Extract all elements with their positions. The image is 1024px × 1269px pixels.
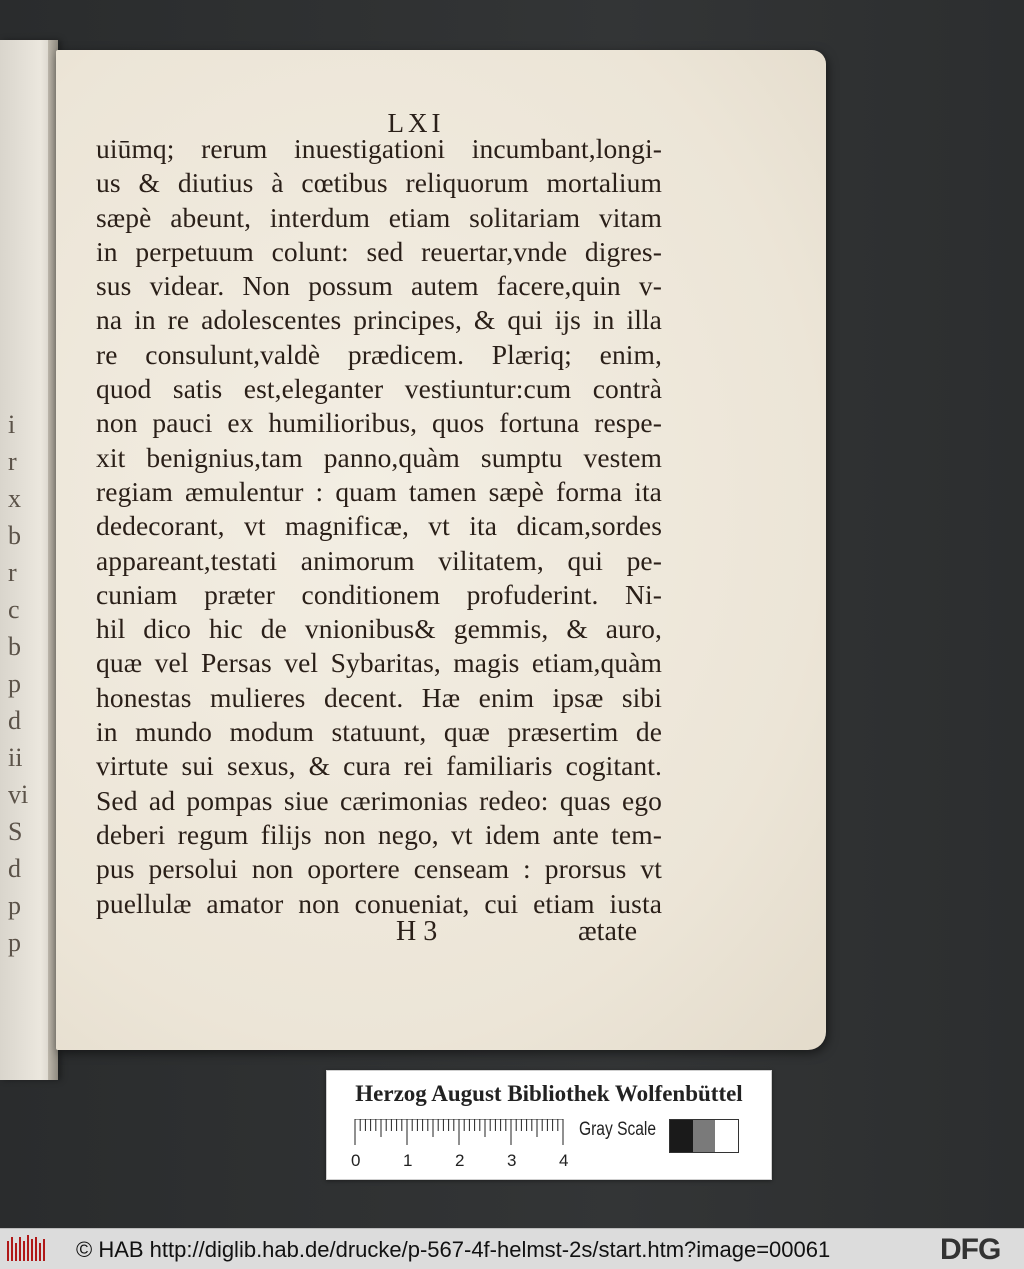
text-line: honestas mulieres decent. Hæ enim ipsæ sibi	[96, 681, 662, 713]
text-line: in perpetuum colunt: sed reuertar,vnde digres-	[96, 235, 662, 267]
left-page-letter: ii	[8, 743, 23, 772]
left-page-letter: b	[8, 632, 21, 661]
copyright-link[interactable]: © HAB http://diglib.hab.de/drucke/p-567-4f-helmst-2s/start.htm?image=00061	[76, 1237, 831, 1262]
dfg-logo: DFG	[934, 1233, 1000, 1267]
ruler-number: 4	[559, 1151, 569, 1170]
ruler-number: 2	[455, 1151, 465, 1170]
text-line: sus videar. Non possum autem facere,quin v-	[96, 270, 662, 302]
ruler-ticks	[353, 1119, 565, 1145]
text-line: us & diutius à cœtibus reliquorum mortalium	[96, 167, 662, 199]
left-page-letter: p	[8, 891, 21, 920]
gray-swatch	[670, 1120, 693, 1152]
text-line: in mundo modum statuunt, quæ præsertim de	[96, 716, 662, 748]
ruler-number: 3	[507, 1151, 517, 1170]
text-line: deberi regum filijs non nego, vt idem ante tem-	[96, 818, 662, 850]
left-page-letter: p	[8, 928, 21, 957]
text-line: quod satis est,eleganter vestiuntur:cum contrà	[96, 373, 662, 405]
signature-mark: H 3	[396, 916, 438, 947]
gray-scale-label: Gray Scale	[579, 1119, 657, 1140]
scale-ruler	[353, 1119, 565, 1145]
ruler-number: 1	[403, 1151, 413, 1170]
catchword: ætate	[578, 916, 638, 947]
left-page-letter: r	[8, 558, 17, 587]
text-line: cuniam præter conditionem profuderint. Ni-	[96, 578, 662, 610]
text-line: sæpè abeunt, interdum etiam solitariam vitam	[96, 201, 662, 233]
text-line: pus persolui non oportere censeam : prorsus vt	[96, 853, 662, 885]
text-line: quæ vel Persas vel Sybaritas, magis etiam,quàm	[96, 647, 662, 679]
left-page-edge	[0, 40, 58, 1080]
book-page	[56, 50, 826, 1050]
gray-swatch	[715, 1120, 738, 1152]
left-page-letter: p	[8, 669, 21, 698]
color-calibration-bar	[326, 1070, 772, 1180]
ruler-numbers	[347, 1151, 587, 1173]
footer-bar	[0, 1228, 1024, 1269]
page-header: LXI	[387, 108, 445, 138]
text-line: appareant,testati animorum vilitatem, qui pe-	[96, 544, 662, 576]
text-line: xit benignius,tam panno,quàm sumptu vestem	[96, 441, 662, 473]
ruler-number: 0	[351, 1151, 361, 1170]
text-line: non pauci ex humilioribus, quos fortuna respe-	[96, 407, 662, 439]
page-text	[96, 132, 662, 921]
left-page-letter: c	[8, 595, 20, 624]
bar-code-logo-icon	[6, 1235, 48, 1263]
left-page-letter: vi	[8, 780, 29, 809]
text-line: hil dico hic de vnionibus& gemmis, & auro,	[96, 613, 662, 645]
left-page-letter: S	[8, 817, 23, 846]
text-line: dedecorant, vt magnificæ, vt ita dicam,sordes	[96, 510, 662, 542]
text-line: Sed ad pompas siue cærimonias redeo: quas ego	[96, 784, 662, 816]
text-line: uiūmq; rerum inuestigationi incumbant,longi-	[96, 133, 662, 164]
left-page-letter: b	[8, 521, 21, 550]
text-line: na in re adolescentes principes, & qui ijs in illa	[96, 304, 662, 336]
left-page-letter: d	[8, 706, 21, 735]
left-page-letter: i	[8, 410, 16, 439]
text-line: puellulæ amator non conueniat, cui etiam iusta	[96, 887, 662, 919]
left-page-letter: d	[8, 854, 21, 883]
library-name: Herzog August Bibliothek Wolfenbüttel	[355, 1081, 743, 1106]
left-page-letter: x	[8, 484, 21, 513]
gray-swatch	[693, 1120, 716, 1152]
gray-scale-swatches	[669, 1119, 739, 1153]
left-page-letter: r	[8, 447, 17, 476]
text-line: regiam æmulentur : quam tamen sæpè forma ita	[96, 475, 662, 507]
text-line: re consulunt,valdè prædicem. Plæriq; enim,	[96, 338, 662, 370]
text-line: virtute sui sexus, & cura rei familiaris cogitant.	[96, 750, 662, 782]
